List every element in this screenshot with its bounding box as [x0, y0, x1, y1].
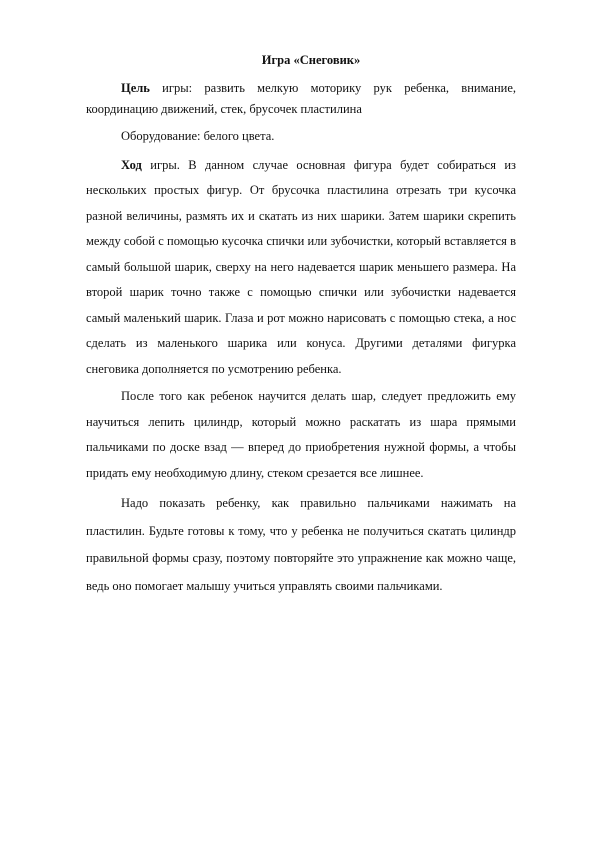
document-title: Игра «Снеговик» — [261, 53, 361, 67]
document-page — [86, 52, 516, 600]
course-paragraph — [86, 153, 516, 383]
equipment-paragraph: Оборудование: белого цвета. — [121, 129, 275, 143]
goal-label: Цель — [121, 81, 150, 95]
show-paragraph: Надо показать ребенку, как правильно пальчиками нажимать на пластилин. Будьте готовы к тому, что у ребенка не получиться скатать цилиндр правильной формы сразу, поэтому повторяйте это упражнение как можно чаще, ведь оно помогает малышу учиться управлять своими пальчиками. — [86, 496, 516, 593]
course-text: игры. В данном случае основная фигура будет собираться из нескольких простых фигур. От брусочка пластилина отрезать три кусочка разной величины, размять их и скатать из них шарики. Затем шарики скрепить между собой с помощью кусочка спички или зубочистки, который вставляется в самый большой шарик, сверху на него надевается шарик меньшего размера. На второй шарик точно также с помощью спички или зубочистки надевается самый маленький шарик. Глаза и рот можно нарисовать с помощью стека, а нос сделать из маленького шарика или конуса. Другими деталями фигурка снеговика дополняется по усмотрению ребенка. — [86, 157, 516, 376]
course-label: Ход — [121, 157, 142, 172]
goal-text: игры: развить мелкую моторику рук ребенка, внимание, координацию движений, стек, брусочек пластилина — [86, 81, 516, 116]
cylinder-paragraph: После того как ребенок научится делать шар, следует предложить ему научиться лепить цилиндр, который можно раскатать из шара прямыми пальчиками по доске взад — вперед до приобретения нужной формы, а чтобы придать ему необходимую длину, стеком срезается все лишнее. — [86, 389, 516, 480]
goal-paragraph — [86, 78, 516, 120]
